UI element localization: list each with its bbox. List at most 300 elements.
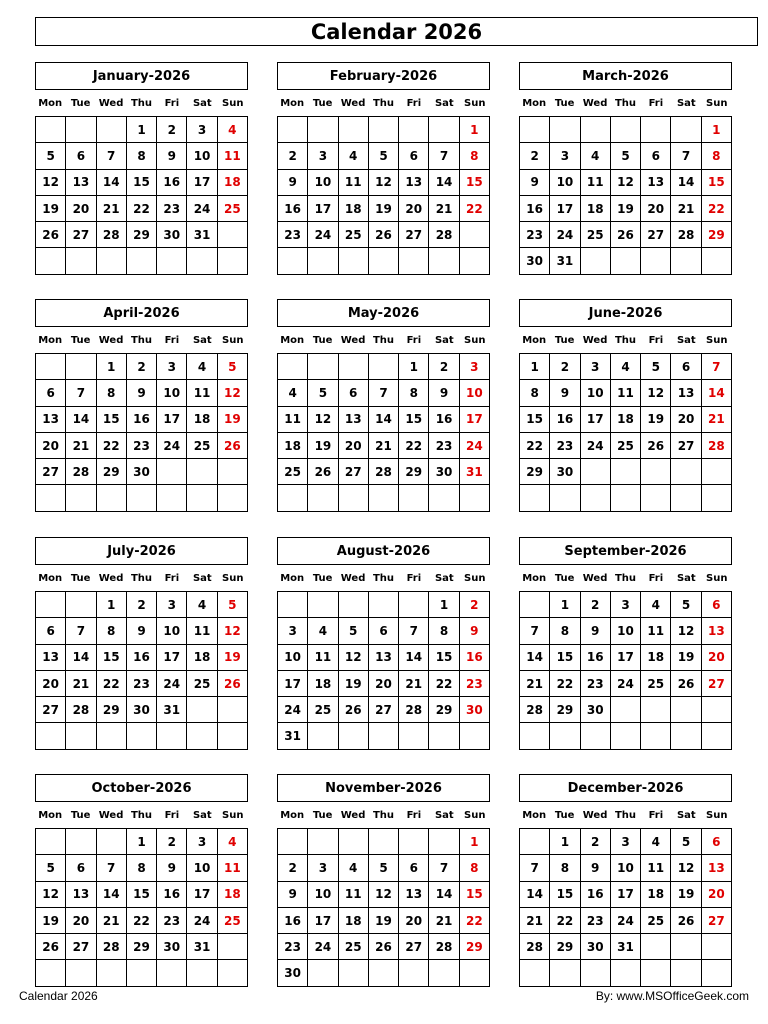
day-cell xyxy=(702,248,732,274)
day-cell xyxy=(127,485,157,511)
day-cell xyxy=(218,934,248,960)
day-cell: 21 xyxy=(66,433,96,459)
day-cell: 4 xyxy=(611,354,641,380)
month-block xyxy=(519,774,732,987)
day-cell: 22 xyxy=(127,908,157,934)
weekday-label: Tue xyxy=(70,97,91,109)
day-cell: 30 xyxy=(460,697,490,723)
month-block xyxy=(277,62,490,275)
day-cell: 8 xyxy=(702,143,732,169)
day-cell: 20 xyxy=(339,433,369,459)
day-cell: 1 xyxy=(460,829,490,855)
day-cell xyxy=(671,934,701,960)
day-cell: 27 xyxy=(641,222,671,248)
day-cell xyxy=(308,829,338,855)
weekday-label: Thu xyxy=(372,97,394,109)
weekday-label: Sun xyxy=(706,809,728,821)
day-cell xyxy=(671,117,701,143)
day-cell: 12 xyxy=(369,882,399,908)
day-cell: 23 xyxy=(127,671,157,697)
day-cell: 12 xyxy=(671,618,701,644)
day-cell: 12 xyxy=(308,407,338,433)
day-cell: 5 xyxy=(308,380,338,406)
day-cell: 7 xyxy=(429,143,459,169)
day-cell xyxy=(581,248,611,274)
month-block xyxy=(519,537,732,750)
day-cell: 25 xyxy=(218,908,248,934)
day-cell: 3 xyxy=(187,829,217,855)
day-cell xyxy=(278,485,308,511)
weekday-row xyxy=(277,565,490,591)
day-cell: 27 xyxy=(339,459,369,485)
weekday-row xyxy=(35,802,248,828)
day-cell xyxy=(460,960,490,986)
day-cell: 23 xyxy=(278,222,308,248)
day-cell: 17 xyxy=(187,170,217,196)
day-cell: 29 xyxy=(127,222,157,248)
day-cell: 1 xyxy=(97,354,127,380)
day-cell: 25 xyxy=(339,934,369,960)
day-grid xyxy=(519,591,732,750)
month-header: January-2026 xyxy=(35,62,248,90)
day-cell xyxy=(581,117,611,143)
weekday-label: Sat xyxy=(434,572,454,584)
day-cell xyxy=(641,697,671,723)
day-cell: 30 xyxy=(550,459,580,485)
day-cell: 14 xyxy=(66,645,96,671)
day-cell xyxy=(369,592,399,618)
day-cell: 28 xyxy=(97,934,127,960)
weekday-label: Sat xyxy=(676,334,696,346)
day-cell: 6 xyxy=(399,143,429,169)
day-cell: 13 xyxy=(369,645,399,671)
day-grid xyxy=(35,828,248,987)
day-cell: 2 xyxy=(581,592,611,618)
day-cell: 24 xyxy=(308,934,338,960)
day-cell: 24 xyxy=(581,433,611,459)
day-cell: 10 xyxy=(187,143,217,169)
day-cell: 3 xyxy=(157,354,187,380)
day-cell: 8 xyxy=(97,380,127,406)
day-cell xyxy=(36,117,66,143)
day-cell: 23 xyxy=(550,433,580,459)
weekday-label: Wed xyxy=(582,809,608,821)
day-cell: 5 xyxy=(36,143,66,169)
day-cell: 27 xyxy=(399,222,429,248)
day-cell: 10 xyxy=(278,645,308,671)
day-cell: 26 xyxy=(369,934,399,960)
day-cell: 6 xyxy=(66,143,96,169)
day-cell xyxy=(460,248,490,274)
day-cell: 23 xyxy=(581,671,611,697)
day-cell xyxy=(550,723,580,749)
day-cell: 6 xyxy=(702,592,732,618)
month-block xyxy=(519,62,732,275)
day-cell: 13 xyxy=(66,882,96,908)
day-cell: 6 xyxy=(671,354,701,380)
day-cell xyxy=(308,485,338,511)
month-block xyxy=(35,537,248,750)
weekday-label: Sat xyxy=(192,572,212,584)
weekday-label: Mon xyxy=(522,97,547,109)
day-cell: 18 xyxy=(581,196,611,222)
day-cell: 4 xyxy=(581,143,611,169)
day-cell: 7 xyxy=(429,855,459,881)
day-cell: 5 xyxy=(218,354,248,380)
weekday-label: Sat xyxy=(434,809,454,821)
day-cell: 14 xyxy=(97,170,127,196)
day-cell: 31 xyxy=(611,934,641,960)
weekday-label: Sat xyxy=(192,809,212,821)
day-cell: 23 xyxy=(278,934,308,960)
day-cell xyxy=(218,248,248,274)
day-cell: 23 xyxy=(581,908,611,934)
day-cell: 31 xyxy=(278,723,308,749)
day-cell: 22 xyxy=(127,196,157,222)
day-cell: 26 xyxy=(308,459,338,485)
day-cell: 15 xyxy=(127,170,157,196)
day-cell: 11 xyxy=(339,170,369,196)
day-cell: 23 xyxy=(127,433,157,459)
day-cell xyxy=(36,829,66,855)
day-cell: 19 xyxy=(218,645,248,671)
month-header: August-2026 xyxy=(277,537,490,565)
day-cell: 19 xyxy=(218,407,248,433)
day-cell: 27 xyxy=(66,934,96,960)
day-cell xyxy=(671,485,701,511)
day-cell: 14 xyxy=(66,407,96,433)
day-cell: 24 xyxy=(611,908,641,934)
day-cell: 3 xyxy=(460,354,490,380)
day-cell: 16 xyxy=(520,196,550,222)
day-cell: 15 xyxy=(127,882,157,908)
day-cell: 5 xyxy=(36,855,66,881)
weekday-label: Mon xyxy=(280,809,305,821)
day-cell: 20 xyxy=(66,196,96,222)
day-cell: 13 xyxy=(702,618,732,644)
day-cell: 21 xyxy=(97,196,127,222)
day-cell xyxy=(97,723,127,749)
day-cell: 7 xyxy=(97,855,127,881)
day-cell: 15 xyxy=(97,407,127,433)
day-cell: 15 xyxy=(97,645,127,671)
day-cell: 9 xyxy=(278,882,308,908)
day-cell: 1 xyxy=(702,117,732,143)
weekday-row xyxy=(35,327,248,353)
day-cell: 21 xyxy=(97,908,127,934)
day-cell: 6 xyxy=(641,143,671,169)
day-cell xyxy=(520,592,550,618)
day-cell: 28 xyxy=(671,222,701,248)
day-cell: 9 xyxy=(157,855,187,881)
day-cell xyxy=(671,248,701,274)
day-cell: 14 xyxy=(520,882,550,908)
month-header: June-2026 xyxy=(519,299,732,327)
day-cell: 30 xyxy=(581,934,611,960)
weekday-label: Wed xyxy=(98,97,124,109)
day-cell xyxy=(581,485,611,511)
day-cell: 11 xyxy=(218,143,248,169)
day-cell: 14 xyxy=(429,882,459,908)
day-cell: 20 xyxy=(66,908,96,934)
weekday-label: Wed xyxy=(582,97,608,109)
weekday-label: Sun xyxy=(222,572,244,584)
day-grid xyxy=(277,353,490,512)
weekday-label: Sat xyxy=(676,809,696,821)
day-cell: 4 xyxy=(339,855,369,881)
day-cell: 19 xyxy=(641,407,671,433)
day-cell: 7 xyxy=(702,354,732,380)
day-cell: 5 xyxy=(369,143,399,169)
day-cell: 15 xyxy=(550,645,580,671)
day-cell xyxy=(460,485,490,511)
day-cell: 24 xyxy=(157,671,187,697)
day-cell: 26 xyxy=(671,671,701,697)
day-cell xyxy=(339,829,369,855)
day-cell: 21 xyxy=(369,433,399,459)
day-cell xyxy=(157,248,187,274)
weekday-label: Mon xyxy=(38,809,63,821)
day-cell: 10 xyxy=(611,855,641,881)
day-cell: 2 xyxy=(550,354,580,380)
day-cell: 14 xyxy=(429,170,459,196)
day-cell xyxy=(339,117,369,143)
day-cell xyxy=(187,697,217,723)
day-cell: 12 xyxy=(36,882,66,908)
day-cell: 22 xyxy=(460,908,490,934)
day-cell: 10 xyxy=(611,618,641,644)
day-cell xyxy=(671,459,701,485)
day-cell: 15 xyxy=(399,407,429,433)
day-cell: 22 xyxy=(429,671,459,697)
day-cell: 4 xyxy=(278,380,308,406)
day-cell: 12 xyxy=(218,380,248,406)
day-cell: 21 xyxy=(66,671,96,697)
day-cell: 18 xyxy=(611,407,641,433)
day-cell: 26 xyxy=(611,222,641,248)
day-cell xyxy=(641,248,671,274)
day-cell: 9 xyxy=(460,618,490,644)
day-cell xyxy=(399,723,429,749)
day-cell: 16 xyxy=(581,645,611,671)
weekday-label: Fri xyxy=(164,809,180,821)
day-grid xyxy=(519,828,732,987)
day-cell: 31 xyxy=(187,934,217,960)
day-cell: 17 xyxy=(611,882,641,908)
day-cell: 15 xyxy=(460,170,490,196)
day-cell: 8 xyxy=(550,618,580,644)
day-cell xyxy=(429,248,459,274)
day-cell xyxy=(550,485,580,511)
day-cell: 8 xyxy=(97,618,127,644)
day-cell: 18 xyxy=(308,671,338,697)
day-cell: 24 xyxy=(187,196,217,222)
month-block xyxy=(35,62,248,275)
day-cell: 26 xyxy=(671,908,701,934)
day-cell: 29 xyxy=(460,934,490,960)
weekday-label: Sat xyxy=(434,97,454,109)
day-cell: 28 xyxy=(97,222,127,248)
weekday-label: Sun xyxy=(464,572,486,584)
day-cell: 26 xyxy=(218,671,248,697)
footer-left-text: Calendar 2026 xyxy=(19,989,98,1003)
day-cell: 4 xyxy=(641,829,671,855)
day-cell: 29 xyxy=(97,459,127,485)
day-cell: 30 xyxy=(157,222,187,248)
weekday-row xyxy=(277,327,490,353)
day-cell: 5 xyxy=(218,592,248,618)
day-cell xyxy=(308,354,338,380)
day-cell: 2 xyxy=(157,117,187,143)
day-cell xyxy=(157,960,187,986)
day-cell: 24 xyxy=(460,433,490,459)
day-cell: 22 xyxy=(97,433,127,459)
day-cell: 29 xyxy=(702,222,732,248)
weekday-row xyxy=(35,90,248,116)
day-cell: 30 xyxy=(278,960,308,986)
day-cell: 26 xyxy=(369,222,399,248)
day-cell: 17 xyxy=(157,407,187,433)
month-block xyxy=(277,774,490,987)
day-cell xyxy=(339,723,369,749)
day-cell: 5 xyxy=(671,829,701,855)
day-cell: 21 xyxy=(702,407,732,433)
day-cell: 9 xyxy=(127,618,157,644)
day-cell: 16 xyxy=(278,908,308,934)
day-cell: 13 xyxy=(339,407,369,433)
day-cell: 1 xyxy=(127,829,157,855)
day-cell xyxy=(339,592,369,618)
day-cell: 27 xyxy=(671,433,701,459)
day-cell: 5 xyxy=(611,143,641,169)
day-cell: 11 xyxy=(641,618,671,644)
day-cell: 7 xyxy=(97,143,127,169)
day-cell xyxy=(66,354,96,380)
day-cell xyxy=(702,697,732,723)
day-cell xyxy=(702,960,732,986)
month-block xyxy=(277,537,490,750)
day-cell xyxy=(671,723,701,749)
day-cell xyxy=(36,723,66,749)
weekday-label: Fri xyxy=(164,334,180,346)
day-cell: 25 xyxy=(641,671,671,697)
day-cell: 28 xyxy=(369,459,399,485)
day-cell xyxy=(641,723,671,749)
day-cell xyxy=(36,960,66,986)
day-cell xyxy=(187,960,217,986)
day-cell: 17 xyxy=(550,196,580,222)
day-cell: 1 xyxy=(399,354,429,380)
day-cell: 18 xyxy=(641,882,671,908)
day-cell xyxy=(702,485,732,511)
month-block xyxy=(35,774,248,987)
day-cell xyxy=(278,592,308,618)
weekday-label: Thu xyxy=(372,809,394,821)
day-cell: 22 xyxy=(460,196,490,222)
day-cell: 29 xyxy=(127,934,157,960)
day-cell xyxy=(308,592,338,618)
weekday-label: Sun xyxy=(464,809,486,821)
day-cell: 25 xyxy=(187,433,217,459)
day-cell xyxy=(460,222,490,248)
day-cell xyxy=(278,829,308,855)
day-cell xyxy=(429,829,459,855)
day-cell: 1 xyxy=(550,829,580,855)
day-cell: 20 xyxy=(399,196,429,222)
day-cell: 29 xyxy=(429,697,459,723)
day-cell: 3 xyxy=(308,143,338,169)
day-cell: 12 xyxy=(36,170,66,196)
weekday-label: Sat xyxy=(676,572,696,584)
day-cell: 31 xyxy=(460,459,490,485)
day-cell: 3 xyxy=(278,618,308,644)
day-cell: 29 xyxy=(550,697,580,723)
day-cell xyxy=(611,723,641,749)
weekday-label: Thu xyxy=(130,334,152,346)
day-cell: 9 xyxy=(278,170,308,196)
day-cell xyxy=(369,117,399,143)
day-cell: 10 xyxy=(187,855,217,881)
day-cell: 27 xyxy=(702,908,732,934)
day-cell: 21 xyxy=(429,908,459,934)
day-cell: 9 xyxy=(429,380,459,406)
day-cell xyxy=(429,723,459,749)
weekday-label: Fri xyxy=(406,572,422,584)
day-cell: 7 xyxy=(369,380,399,406)
weekday-label: Sat xyxy=(434,334,454,346)
day-cell xyxy=(369,354,399,380)
day-cell: 29 xyxy=(520,459,550,485)
month-header: November-2026 xyxy=(277,774,490,802)
weekday-row xyxy=(519,565,732,591)
day-cell: 1 xyxy=(97,592,127,618)
day-cell xyxy=(66,592,96,618)
day-cell: 13 xyxy=(399,170,429,196)
day-cell: 11 xyxy=(581,170,611,196)
weekday-label: Mon xyxy=(38,572,63,584)
day-cell: 19 xyxy=(369,908,399,934)
day-cell xyxy=(369,723,399,749)
day-cell: 22 xyxy=(520,433,550,459)
day-cell: 25 xyxy=(308,697,338,723)
day-cell: 2 xyxy=(581,829,611,855)
day-cell: 2 xyxy=(127,592,157,618)
day-cell: 6 xyxy=(369,618,399,644)
day-cell: 20 xyxy=(641,196,671,222)
day-cell xyxy=(66,960,96,986)
day-cell xyxy=(218,485,248,511)
weekday-label: Thu xyxy=(372,334,394,346)
day-cell xyxy=(308,248,338,274)
day-cell: 10 xyxy=(308,882,338,908)
day-cell: 8 xyxy=(127,855,157,881)
day-cell: 10 xyxy=(581,380,611,406)
day-cell xyxy=(399,117,429,143)
day-cell: 12 xyxy=(339,645,369,671)
day-cell: 4 xyxy=(187,592,217,618)
day-cell xyxy=(369,829,399,855)
day-cell xyxy=(97,248,127,274)
day-cell: 26 xyxy=(339,697,369,723)
day-cell: 18 xyxy=(218,882,248,908)
month-block xyxy=(519,299,732,512)
day-cell: 17 xyxy=(460,407,490,433)
weekday-label: Mon xyxy=(38,334,63,346)
day-cell: 17 xyxy=(308,196,338,222)
day-cell xyxy=(550,960,580,986)
weekday-label: Sun xyxy=(464,97,486,109)
day-cell: 26 xyxy=(218,433,248,459)
